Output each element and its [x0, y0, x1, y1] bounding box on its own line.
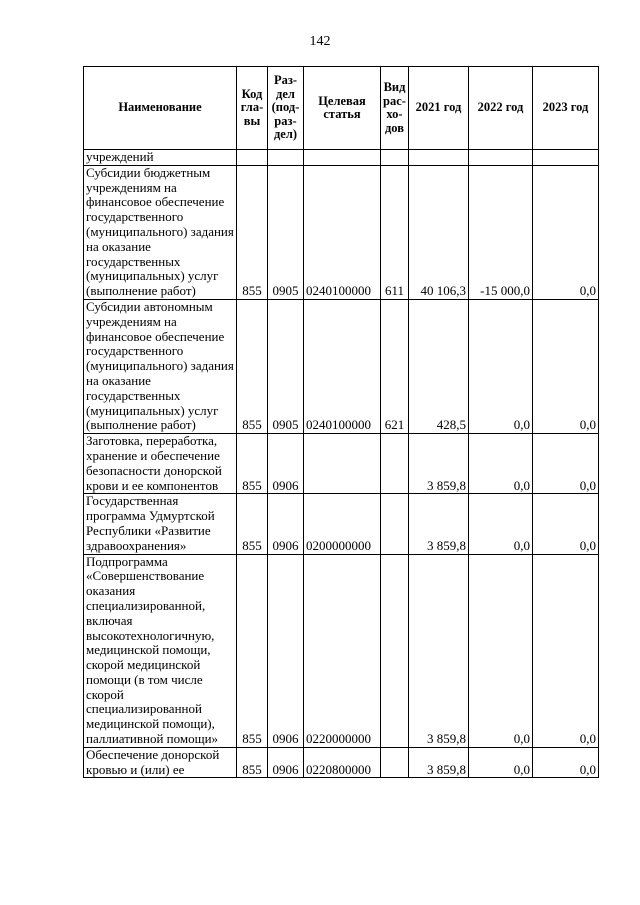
- row-2023: 0,0: [533, 494, 599, 554]
- row-section: 0906: [268, 434, 304, 494]
- header-section: Раз- дел (под- раз- дел): [268, 67, 304, 150]
- row-2021: 3 859,8: [409, 434, 469, 494]
- row-chapter: 855: [237, 554, 268, 747]
- row-2021: 3 859,8: [409, 494, 469, 554]
- row-type: [381, 150, 409, 166]
- row-type: 611: [381, 165, 409, 299]
- row-2022: 0,0: [469, 554, 533, 747]
- row-article: 0240100000: [304, 299, 381, 433]
- row-name: Обеспечение донорской кровью и (или) ее: [84, 747, 237, 778]
- row-2022: 0,0: [469, 434, 533, 494]
- row-section: 0905: [268, 299, 304, 433]
- row-2021: 40 106,3: [409, 165, 469, 299]
- page-number: 142: [309, 34, 331, 49]
- row-2022: [469, 150, 533, 166]
- row-section: 0906: [268, 747, 304, 778]
- row-section: 0906: [268, 494, 304, 554]
- row-2021: 3 859,8: [409, 747, 469, 778]
- row-name: учреждений: [84, 150, 237, 166]
- table-row: [84, 554, 599, 747]
- table-row: [84, 434, 599, 494]
- header-chapter-code: Код гла- вы: [237, 67, 268, 150]
- row-article: 0220800000: [304, 747, 381, 778]
- header-row: [84, 67, 599, 150]
- budget-table: [83, 66, 599, 778]
- header-expense-type: Вид рас- хо- дов: [381, 67, 409, 150]
- row-name: Субсидии бюджетным учреждениям на финансовое обеспечение государственного (муниципального) задания на оказание государственных (муниципальных) услуг (выполнение работ): [84, 165, 237, 299]
- header-2022: 2022 год: [469, 67, 533, 150]
- row-2023: [533, 150, 599, 166]
- header-2021: 2021 год: [409, 67, 469, 150]
- row-type: [381, 554, 409, 747]
- row-section: [268, 150, 304, 166]
- row-2023: 0,0: [533, 299, 599, 433]
- row-chapter: 855: [237, 747, 268, 778]
- table-row: [84, 494, 599, 554]
- row-name: Заготовка, переработка, хранение и обеспечение безопасности донорской крови и ее компонентов: [84, 434, 237, 494]
- row-article: 0240100000: [304, 165, 381, 299]
- row-2023: 0,0: [533, 165, 599, 299]
- table-row: [84, 165, 599, 299]
- table-row: [84, 747, 599, 778]
- header-2023: 2023 год: [533, 67, 599, 150]
- row-name: Подпрограмма «Совершенствование оказания специализированной, включая высокотехнологичную, медицинской помощи, скорой медицинской помощи (в том числе скорой специализированной медицинской помощи), паллиативной помощи»: [84, 554, 237, 747]
- row-section: 0905: [268, 165, 304, 299]
- row-chapter: 855: [237, 434, 268, 494]
- row-name: Государственная программа Удмуртской Республики «Развитие здравоохранения»: [84, 494, 237, 554]
- row-section: 0906: [268, 554, 304, 747]
- row-article: [304, 434, 381, 494]
- row-name: Субсидии автономным учреждениям на финансовое обеспечение государственного (муниципального) задания на оказание государственных (муниципальных) услуг (выполнение работ): [84, 299, 237, 433]
- row-chapter: 855: [237, 494, 268, 554]
- row-2021: 3 859,8: [409, 554, 469, 747]
- row-type: [381, 747, 409, 778]
- row-chapter: 855: [237, 299, 268, 433]
- row-2022: -15 000,0: [469, 165, 533, 299]
- row-2023: 0,0: [533, 747, 599, 778]
- row-type: [381, 494, 409, 554]
- row-2021: [409, 150, 469, 166]
- header-target-article: Целевая статья: [304, 67, 381, 150]
- row-2022: 0,0: [469, 494, 533, 554]
- header-name: Наименование: [84, 67, 237, 150]
- row-chapter: [237, 150, 268, 166]
- table-row: [84, 299, 599, 433]
- row-2023: 0,0: [533, 554, 599, 747]
- row-2022: 0,0: [469, 747, 533, 778]
- row-type: 621: [381, 299, 409, 433]
- row-type: [381, 434, 409, 494]
- row-article: 0200000000: [304, 494, 381, 554]
- row-chapter: 855: [237, 165, 268, 299]
- row-2022: 0,0: [469, 299, 533, 433]
- row-article: 0220000000: [304, 554, 381, 747]
- table-row: [84, 150, 599, 166]
- row-article: [304, 150, 381, 166]
- row-2023: 0,0: [533, 434, 599, 494]
- row-2021: 428,5: [409, 299, 469, 433]
